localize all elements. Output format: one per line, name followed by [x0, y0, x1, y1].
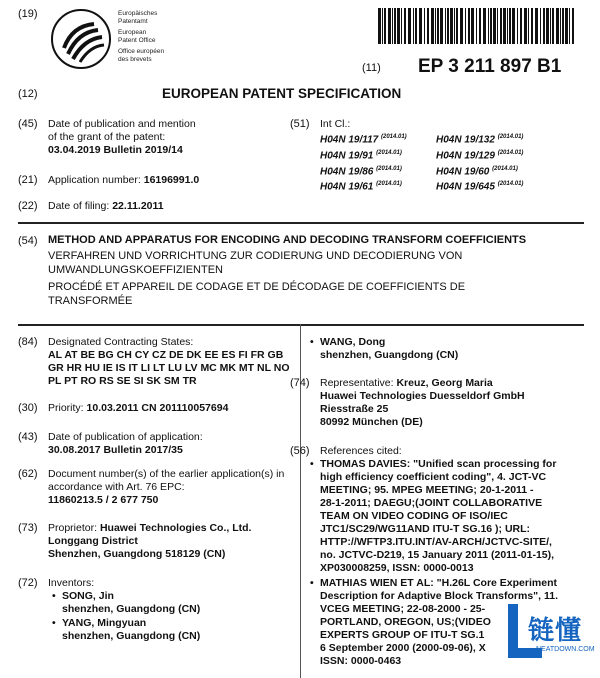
barcode-bar [528, 8, 529, 44]
code-72: (72) [18, 577, 38, 589]
ipc-class: H04N 19/86 $^{(2014.01)}$ [320, 165, 402, 177]
barcode-bar [552, 8, 554, 44]
barcode-bar [500, 8, 502, 44]
reference-1: • THOMAS DAVIES: "Unified scan processing for high efficiency coefficient coding", 4. JCT-VC MEETING; 95. MPEG MEETING; 20-1-2011 - 28-1-2011; DAEGU;(JOINT COLLABORATIVE TEAM ON VIDEO CODING OF ISO/IEC JTC1/SC29/WG11AND ITU-T SG.16 ); URL: HTTP://WFTP3.ITU.INT/AV-ARCH/JCTVC-SITE/, no. JCTVC-D219, 15 January 2011 (2011-01-15), XP030008259, ISSN: 0000-0013 [320, 458, 590, 575]
barcode-bar [427, 8, 429, 44]
barcode-bar [454, 8, 455, 44]
code-22: (22) [18, 200, 38, 212]
designated-states-line: AL AT BE BG CH CY CZ DE DK EE ES FI FR GB [48, 349, 284, 361]
barcode-bar [431, 8, 434, 44]
barcode [378, 8, 578, 44]
barcode-bar [520, 8, 522, 44]
designated-states-line: PL PT RO RS SE SI SK SM TR [48, 375, 197, 387]
earlier-application-label-2: accordance with Art. 76 EPC: [48, 481, 185, 493]
code-45: (45) [18, 118, 38, 130]
barcode-bar [476, 8, 477, 44]
code-21: (21) [18, 174, 38, 186]
barcode-bar [535, 8, 538, 44]
application-publication-value: 30.08.2017 Bulletin 2017/35 [48, 444, 183, 456]
ipc-class: H04N 19/129 $^{(2014.01)}$ [436, 149, 524, 162]
code-62: (62) [18, 468, 38, 480]
barcode-bar [378, 8, 381, 44]
barcode-bar [565, 8, 568, 44]
office-line-de-1: Europäisches [118, 10, 158, 17]
code-30: (30) [18, 402, 38, 414]
office-line-de-2: Patentamt [118, 17, 148, 25]
barcode-bar [397, 8, 400, 44]
inventor-2-place: shenzhen, Guangdong (CN) [62, 630, 201, 642]
application-publication-label: Date of publication of application: [48, 431, 203, 443]
grant-date-label: Date of publication and mention [48, 118, 196, 130]
barcode-bar [556, 8, 559, 44]
barcode-bar [401, 8, 402, 44]
barcode-bar [488, 8, 489, 44]
code-73: (73) [18, 522, 38, 534]
reference-2: • MATHIAS WIEN ET AL: "H.26L Core Experiment Description for Adaptive Block Transforms", 11. VCEG MEETING; 22-08-2000 - 25- PORTLAND, OREGON, US;(VIDEO EXPERTS GROUP OF ITU-T SG.1 6 September 2000 (2000-09-06), X ISSN: 0000-0463 [320, 577, 590, 668]
inventor-1 [62, 590, 114, 603]
barcode-bar [388, 8, 391, 44]
inventor-name: • SONG, Jin [62, 590, 114, 603]
watermark-chinese: 链懂 [528, 615, 583, 645]
title-english: METHOD AND APPARATUS FOR ENCODING AND DECODING TRANSFORM COEFFICIENTS [48, 234, 527, 246]
earlier-application-field [48, 468, 284, 507]
barcode-bar [460, 8, 463, 44]
barcode-bar [546, 8, 549, 44]
inventor-3 [320, 336, 385, 349]
proprietor-address-line: Longgang District [48, 535, 138, 547]
barcode-bar [450, 8, 453, 44]
ipc-class: H04N 19/117 $^{(2014.01)}$ [320, 134, 407, 146]
filing-date-value: 22.11.2011 [112, 200, 164, 212]
barcode-bar [424, 8, 425, 44]
barcode-bar [550, 8, 551, 44]
barcode-bar [392, 8, 393, 44]
document-type: EUROPEAN PATENT SPECIFICATION [162, 86, 402, 101]
barcode-bar [509, 8, 511, 44]
barcode-bar [531, 8, 533, 44]
barcode-bar [471, 8, 474, 44]
ipc-class: H04N 19/60 $^{(2014.01)}$ [436, 165, 518, 177]
publication-number: EP 3 211 897 B1 [418, 56, 562, 77]
title-french: PROCÉDÉ ET APPAREIL DE CODAGE ET DE DÉCODAGE DE COEFFICIENTS DE TRANSFORMÉE [48, 281, 466, 307]
barcode-bar [562, 8, 564, 44]
barcode-bar [540, 8, 541, 44]
code-11: (11) [362, 62, 381, 74]
barcode-bar [445, 8, 446, 44]
title-block [48, 234, 588, 308]
barcode-bar [404, 8, 406, 44]
representative-address-line: 80992 München (DE) [320, 416, 423, 428]
barcode-bar [490, 8, 492, 44]
barcode-bar [408, 8, 411, 44]
ipc-class: H04N 19/132 $^{(2014.01)}$ [436, 134, 524, 146]
office-line-en-2: Patent Office [118, 36, 156, 44]
application-publication-field [48, 431, 203, 457]
epo-logo-icon [50, 8, 112, 70]
representative-name: Kreuz, Georg Maria [396, 377, 493, 389]
barcode-bar [524, 8, 527, 44]
barcode-bar [512, 8, 515, 44]
designated-states-line: GR HR HU IE IS IT LI LT LU LV MC MK MT NL NO [48, 362, 290, 374]
barcode-bar [382, 8, 383, 44]
ipc-right-column [436, 131, 523, 194]
inventor-3-place: shenzhen, Guangdong (CN) [320, 349, 459, 361]
office-line-en-1: European [118, 29, 147, 36]
barcode-bar [560, 8, 561, 44]
office-line-fr-1: Office européen [118, 48, 165, 55]
inventor-name: • YANG, Mingyuan [62, 617, 146, 630]
barcode-bar [456, 8, 458, 44]
office-name-block [118, 10, 164, 63]
barcode-bar [437, 8, 439, 44]
office-line-fr-2: des brevets [118, 55, 152, 63]
code-84: (84) [18, 336, 38, 348]
code-19: (19) [18, 8, 38, 20]
inventor-2 [62, 617, 146, 630]
ipc-left-column [320, 131, 407, 194]
title-german: VERFAHREN UND VORRICHTUNG ZUR CODIERUNG UND DECODIERUNG VON UMWANDLUNGSKOEFFIZIENTEN [48, 250, 463, 276]
barcode-bar [503, 8, 506, 44]
priority-field [48, 402, 228, 415]
watermark-logo [502, 602, 594, 664]
representative-label: Representative: [320, 377, 394, 389]
application-number-value: 16196991.0 [143, 174, 200, 186]
inventors-label: Inventors: [48, 577, 95, 589]
barcode-bar [468, 8, 470, 44]
barcode-bar [493, 8, 496, 44]
barcode-bar [415, 8, 417, 44]
proprietor-label: Proprietor: [48, 522, 98, 534]
priority-label: Priority: [48, 402, 84, 414]
barcode-bar [497, 8, 498, 44]
filing-date-field [48, 200, 164, 213]
barcode-bar [517, 8, 518, 44]
barcode-bar [479, 8, 481, 44]
references-label: References cited: [320, 445, 402, 457]
barcode-bar [394, 8, 396, 44]
inventor-1-place: shenzhen, Guangdong (CN) [62, 603, 201, 615]
grant-date-field [48, 118, 196, 157]
designated-states-field [48, 336, 290, 388]
watermark-url: NEATDOWN.COM [536, 646, 595, 653]
divider-middle [18, 324, 584, 326]
barcode-bar [572, 8, 574, 44]
barcode-bar [569, 8, 570, 44]
code-43: (43) [18, 431, 38, 443]
barcode-bar [435, 8, 436, 44]
inventor-name: • WANG, Dong [320, 336, 385, 349]
barcode-bar [483, 8, 486, 44]
barcode-bar [543, 8, 545, 44]
grant-date-value: 03.04.2019 Bulletin 2019/14 [48, 144, 183, 156]
ipc-class: H04N 19/645 $^{(2014.01)}$ [436, 181, 524, 193]
grant-date-label-2: of the grant of the patent: [48, 131, 166, 143]
priority-value: 10.03.2011 CN 201110057694 [86, 402, 229, 414]
ipc-class: H04N 19/61 $^{(2014.01)}$ [320, 181, 402, 193]
barcode-bar [465, 8, 466, 44]
barcode-bar [384, 8, 386, 44]
representative-field [320, 377, 525, 429]
code-74: (74) [290, 377, 310, 389]
application-number-field [48, 174, 199, 187]
filing-date-label: Date of filing: [48, 200, 110, 212]
divider-top [18, 222, 584, 224]
barcode-bar [507, 8, 508, 44]
barcode-bar [413, 8, 414, 44]
code-54: (54) [18, 235, 38, 247]
designated-states-label: Designated Contracting States: [48, 336, 194, 348]
code-51: (51) [290, 118, 310, 130]
proprietor-address-line: Shenzhen, Guangdong 518129 (CN) [48, 548, 226, 560]
application-number-label: Application number: [48, 174, 141, 186]
earlier-application-label: Document number(s) of the earlier application(s) in [48, 468, 285, 480]
earlier-application-value: 11860213.5 / 2 677 750 [48, 494, 159, 506]
ipc-class: H04N 19/91 $^{(2014.01)}$ [320, 149, 402, 162]
representative-address-line: Riesstraße 25 [320, 403, 389, 415]
code-12: (12) [18, 88, 38, 100]
int-cl-label: Int Cl.: [320, 118, 351, 130]
proprietor-field [48, 522, 251, 561]
barcode-bar [419, 8, 422, 44]
proprietor-name: Huawei Technologies Co., Ltd. [99, 522, 252, 534]
barcode-bar [447, 8, 449, 44]
code-56: (56) [290, 445, 310, 457]
representative-address-line: Huawei Technologies Duesseldorf GmbH [320, 390, 525, 402]
barcode-bar [440, 8, 443, 44]
